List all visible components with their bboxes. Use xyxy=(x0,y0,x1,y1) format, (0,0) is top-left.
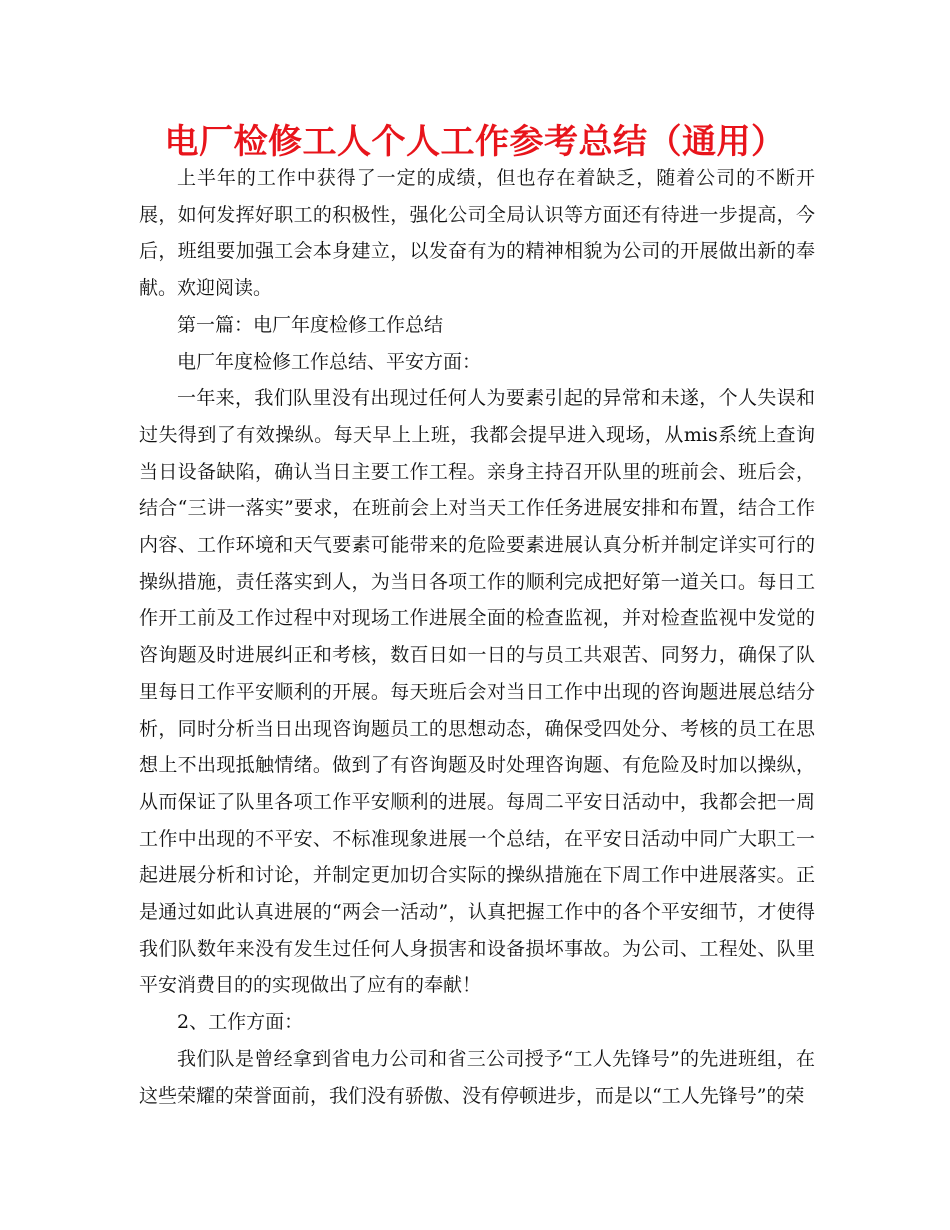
document-title: 电厂检修工人个人工作参考总结（通用） xyxy=(164,122,786,162)
document-body xyxy=(139,160,815,1114)
section-heading-safety: 电厂年度检修工作总结、平安方面： xyxy=(177,350,482,373)
section-heading-work: 2、工作方面： xyxy=(177,1011,304,1034)
intro-paragraph: 上半年的工作中获得了一定的成绩，但也存在着缺乏，随着公司的不断开展，如何发挥好职工的积极性，强化公司全局认识等方面还有待进一步提高，今后，班组要加强工会本身建立，以发奋有为的精神相貌为公司的开展做出新的奉献。欢迎阅读。 xyxy=(139,167,815,300)
safety-paragraph: 一年来，我们队里没有出现过任何人为要素引起的异常和未遂，个人失误和过失得到了有效操纵。每天早上上班，我都会提早进入现场，从mis系统上查询当日设备缺陷，确认当日主要工作工程。亲身主持召开队里的班前会、班后会，结合“三讲一落实”要求，在班前会上对当天工作任务进展安排和布置，结合工作内容、工作环境和天气要素可能带来的危险要素进展认真分析并制定详实可行的操纵措施，责任落实到人，为当日各项工作的顺利完成把好第一道关口。每日工作开工前及工作过程中对现场工作进展全面的检查监视，并对检查监视中发觉的咨询题及时进展纠正和考核，数百日如一日的与员工共艰苦、同努力，确保了队里每日工作平安顺利的开展。每天班后会对当日工作中出现的咨询题进展总结分析，同时分析当日出现咨询题员工的思想动态，确保受四处分、考核的员工在思想上不出现抵触情绪。做到了有咨询题及时处理咨询题、有危险及时加以操纵，从而保证了队里各项工作平安顺利的进展。每周二平安日活动中，我都会把一周工作中出现的不平安、不标准现象进展一个总结，在平安日活动中同广大职工一起进展分析和讨论，并制定更加切合实际的操纵措施在下周工作中进展落实。正是通过如此认真进展的“两会一活动”，认真把握工作中的各个平安细节，才使得我们队数年来没有发生过任何人身损害和设备损坏事故。为公司、工程处、队里平安消费目的的实现做出了应有的奉献！ xyxy=(139,387,815,997)
section-heading-first-article: 第一篇：电厂年度检修工作总结 xyxy=(177,313,444,336)
work-paragraph: 我们队是曾经拿到省电力公司和省三公司授予“工人先锋号”的先进班组，在这些荣耀的荣誉面前，我们没有骄傲、没有停顿进步，而是以“工人先锋号”的荣 xyxy=(139,1047,815,1107)
